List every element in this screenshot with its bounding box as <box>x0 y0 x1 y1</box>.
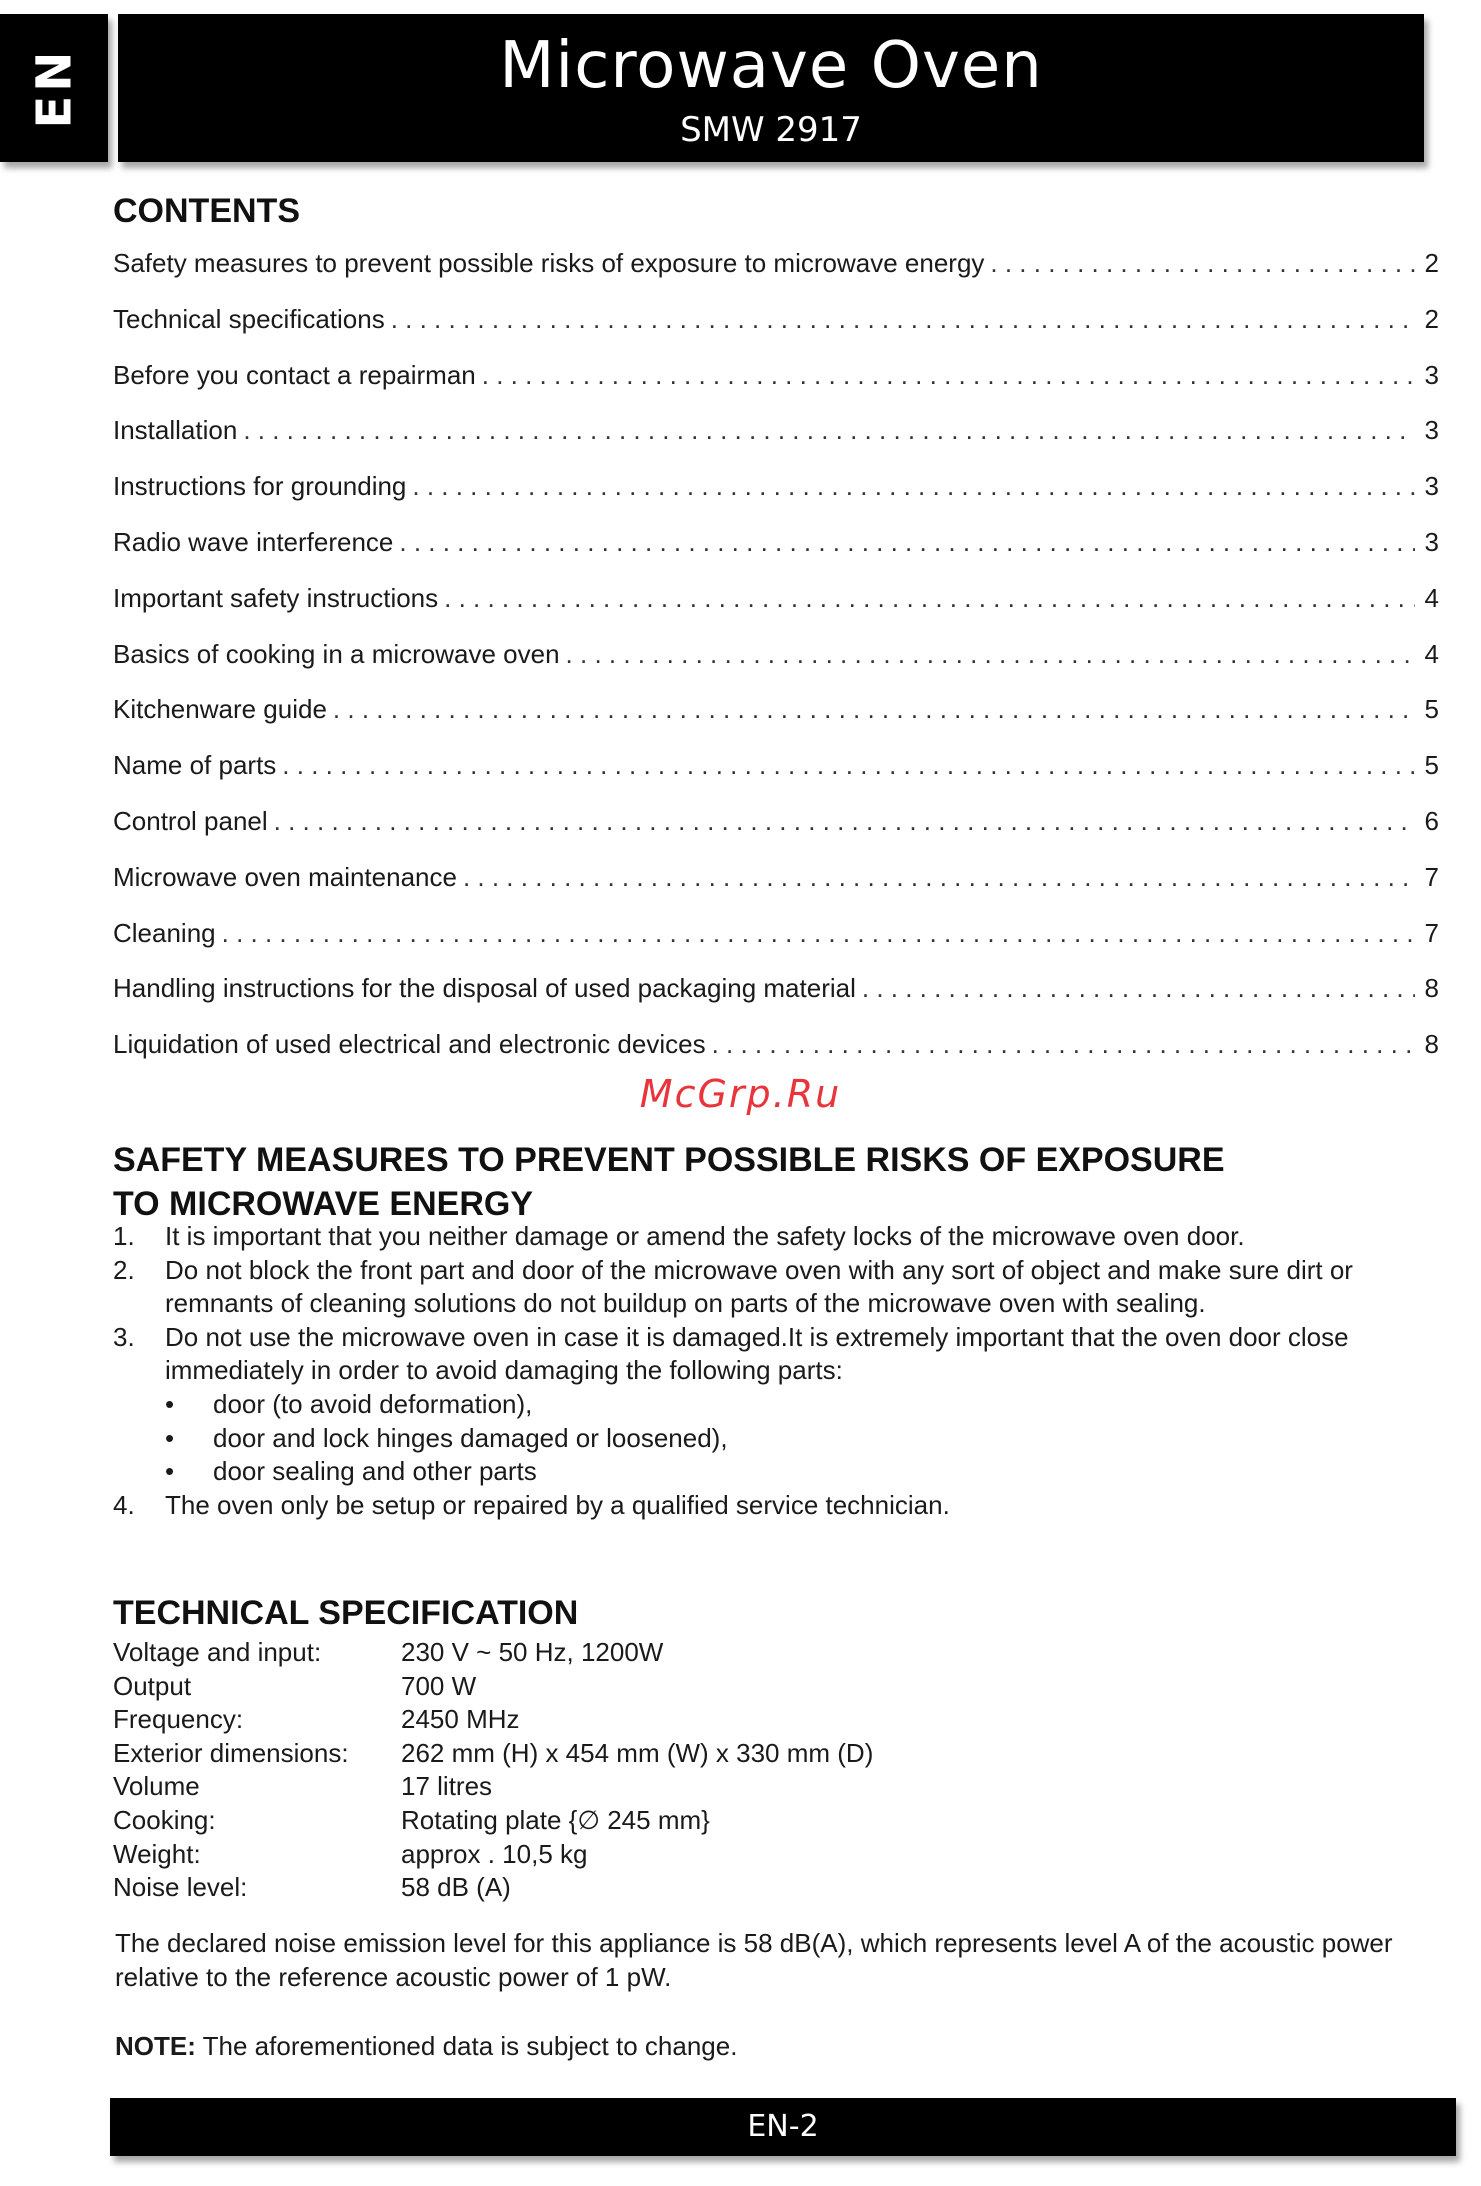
toc-label: Technical specifications <box>113 303 385 334</box>
toc-label: Instructions for grounding <box>113 471 407 502</box>
page-number: EN-2 <box>747 2109 819 2144</box>
bullet-item <box>113 1388 1439 1422</box>
toc-label: Cleaning <box>113 917 216 948</box>
spec-key: Volume <box>113 1771 200 1802</box>
toc-row <box>113 360 1439 416</box>
spec-value: 262 mm (H) x 454 mm (W) x 330 mm (D) <box>401 1737 874 1768</box>
toc-label: Installation <box>113 415 238 446</box>
toc-page: 8 <box>1424 973 1439 1004</box>
spec-row <box>113 1770 873 1804</box>
bullet-item <box>113 1422 1439 1456</box>
spec-value: 700 W <box>401 1670 477 1701</box>
toc-leader-dots <box>333 694 1415 725</box>
toc-leader-dots <box>282 750 1415 781</box>
spec-value: 230 V ~ 50 Hz, 1200W <box>401 1637 664 1667</box>
toc-row <box>113 750 1439 806</box>
bullet-text: door and lock hinges damaged or loosened), <box>213 1422 728 1453</box>
toc-page: 3 <box>1424 415 1439 446</box>
toc-row <box>113 694 1439 750</box>
spec-value: 58 dB (A) <box>401 1872 511 1903</box>
toc-page: 4 <box>1424 582 1439 613</box>
toc-label: Control panel <box>113 805 268 836</box>
safety-list <box>113 1220 1439 1522</box>
toc-label: Kitchenware guide <box>113 694 327 725</box>
toc-row <box>113 304 1439 360</box>
spec-row <box>113 1838 873 1872</box>
title-bar <box>118 14 1424 162</box>
spec-value: 2450 MHz <box>401 1704 520 1735</box>
toc-leader-dots <box>990 248 1415 279</box>
toc-page: 5 <box>1424 750 1439 781</box>
toc-row <box>113 806 1439 862</box>
list-text: It is important that you neither damage or amend the safety locks of the microwave oven door. <box>165 1221 1245 1251</box>
spec-value: 17 litres <box>401 1771 493 1802</box>
spec-key: Cooking: <box>113 1804 216 1835</box>
toc-leader-dots <box>222 918 1415 949</box>
toc-label: Microwave oven maintenance <box>113 861 457 892</box>
spec-key: Exterior dimensions: <box>113 1737 349 1768</box>
bullet-icon: • <box>165 1456 175 1487</box>
bullet-text: door (to avoid deformation), <box>213 1388 533 1419</box>
toc-row <box>113 248 1439 304</box>
toc-leader-dots <box>482 360 1415 391</box>
toc-label: Radio wave interference <box>113 526 394 557</box>
toc-row <box>113 471 1439 527</box>
safety-heading <box>113 1138 1373 1226</box>
list-item <box>113 1220 1439 1254</box>
spec-row <box>113 1804 873 1838</box>
toc-row <box>113 918 1439 974</box>
toc-label: Important safety instructions <box>113 582 439 613</box>
toc-leader-dots <box>862 973 1415 1004</box>
note-text: The aforementioned data is subject to change. <box>195 2031 738 2061</box>
toc-leader-dots <box>391 304 1415 335</box>
toc-leader-dots <box>444 583 1415 614</box>
toc-row <box>113 415 1439 471</box>
toc-label: Name of parts <box>113 750 277 781</box>
toc-row <box>113 527 1439 583</box>
spec-key: Weight: <box>113 1838 201 1869</box>
bullet-icon: • <box>165 1422 175 1453</box>
bullet-icon: • <box>165 1388 175 1419</box>
toc-row <box>113 639 1439 695</box>
spec-table <box>113 1636 873 1905</box>
list-item <box>113 1254 1439 1321</box>
toc-page: 7 <box>1424 917 1439 948</box>
toc-page: 8 <box>1424 1029 1439 1060</box>
toc-label: Before you contact a repairman <box>113 359 476 390</box>
list-number: 2. <box>113 1254 135 1285</box>
toc-page: 7 <box>1424 861 1439 892</box>
list-text: Do not use the microwave oven in case it is damaged.It is extremely important that the oven door close immediately in order to avoid damaging the following parts: <box>165 1321 1349 1386</box>
toc-label: Handling instructions for the disposal of used packaging material <box>113 973 856 1004</box>
list-text: The oven only be setup or repaired by a qualified service technician. <box>165 1489 950 1520</box>
bullet-item <box>113 1455 1439 1489</box>
toc-label: Liquidation of used electrical and electronic devices <box>113 1029 706 1060</box>
toc-label: Basics of cooking in a microwave oven <box>113 638 560 669</box>
note-label: NOTE: <box>115 2031 196 2061</box>
toc-page: 6 <box>1424 805 1439 836</box>
list-text: Do not block the front part and door of the microwave oven with any sort of object and make sure dirt or remnants of cleaning solutions do not buildup on parts of the microwave oven with sealing. <box>165 1254 1353 1319</box>
spec-key: Output <box>113 1670 192 1701</box>
toc-page: 2 <box>1424 248 1439 278</box>
language-tab <box>0 14 108 162</box>
spec-row <box>113 1636 873 1670</box>
language-code: EN <box>26 47 82 129</box>
spec-heading: TECHNICAL SPECIFICATION <box>113 1594 579 1632</box>
spec-key: Voltage and input: <box>113 1637 322 1667</box>
toc-leader-dots <box>566 639 1415 670</box>
toc-page: 2 <box>1424 303 1439 334</box>
toc-row <box>113 583 1439 639</box>
toc-leader-dots <box>412 471 1415 502</box>
toc-page: 3 <box>1424 471 1439 502</box>
spec-row <box>113 1737 873 1771</box>
document-title: Microwave Oven <box>499 29 1043 103</box>
table-of-contents <box>113 248 1439 1085</box>
list-number: 4. <box>113 1489 135 1520</box>
toc-page: 4 <box>1424 638 1439 669</box>
toc-label: Safety measures to prevent possible risks of exposure to microwave energy <box>113 248 985 278</box>
spec-key: Noise level: <box>113 1872 248 1903</box>
noise-paragraph: The declared noise emission level for this appliance is 58 dB(A), which represents level A of the acoustic power relative to the reference acoustic power of 1 pW. <box>115 1928 1393 1992</box>
toc-leader-dots <box>243 415 1415 446</box>
bullet-text: door sealing and other parts <box>213 1456 537 1487</box>
toc-page: 3 <box>1424 359 1439 390</box>
watermark: McGrp.Ru <box>639 1072 842 1116</box>
safety-heading-line2: TO MICROWAVE ENERGY <box>113 1185 534 1223</box>
toc-page: 5 <box>1424 694 1439 725</box>
safety-heading-line1: SAFETY MEASURES TO PREVENT POSSIBLE RISKS OF EXPOSURE <box>113 1141 1225 1179</box>
spec-row <box>113 1703 873 1737</box>
toc-row <box>113 973 1439 1029</box>
list-number: 1. <box>113 1221 135 1251</box>
toc-leader-dots <box>274 806 1415 837</box>
toc-leader-dots <box>463 862 1415 893</box>
spec-value: approx . 10,5 kg <box>401 1838 588 1869</box>
contents-heading: CONTENTS <box>113 192 300 230</box>
spec-value: Rotating plate {∅ 245 mm} <box>401 1804 710 1835</box>
list-number: 3. <box>113 1321 135 1352</box>
toc-page: 3 <box>1424 526 1439 557</box>
note <box>115 2030 737 2064</box>
toc-leader-dots <box>712 1029 1415 1060</box>
model-number: SMW 2917 <box>680 110 862 150</box>
spec-row <box>113 1670 873 1704</box>
toc-row <box>113 862 1439 918</box>
spec-row <box>113 1871 873 1905</box>
footer-bar <box>110 2098 1456 2156</box>
toc-leader-dots <box>399 527 1415 558</box>
list-item <box>113 1321 1439 1388</box>
spec-key: Frequency: <box>113 1704 244 1735</box>
list-item <box>113 1489 1439 1523</box>
